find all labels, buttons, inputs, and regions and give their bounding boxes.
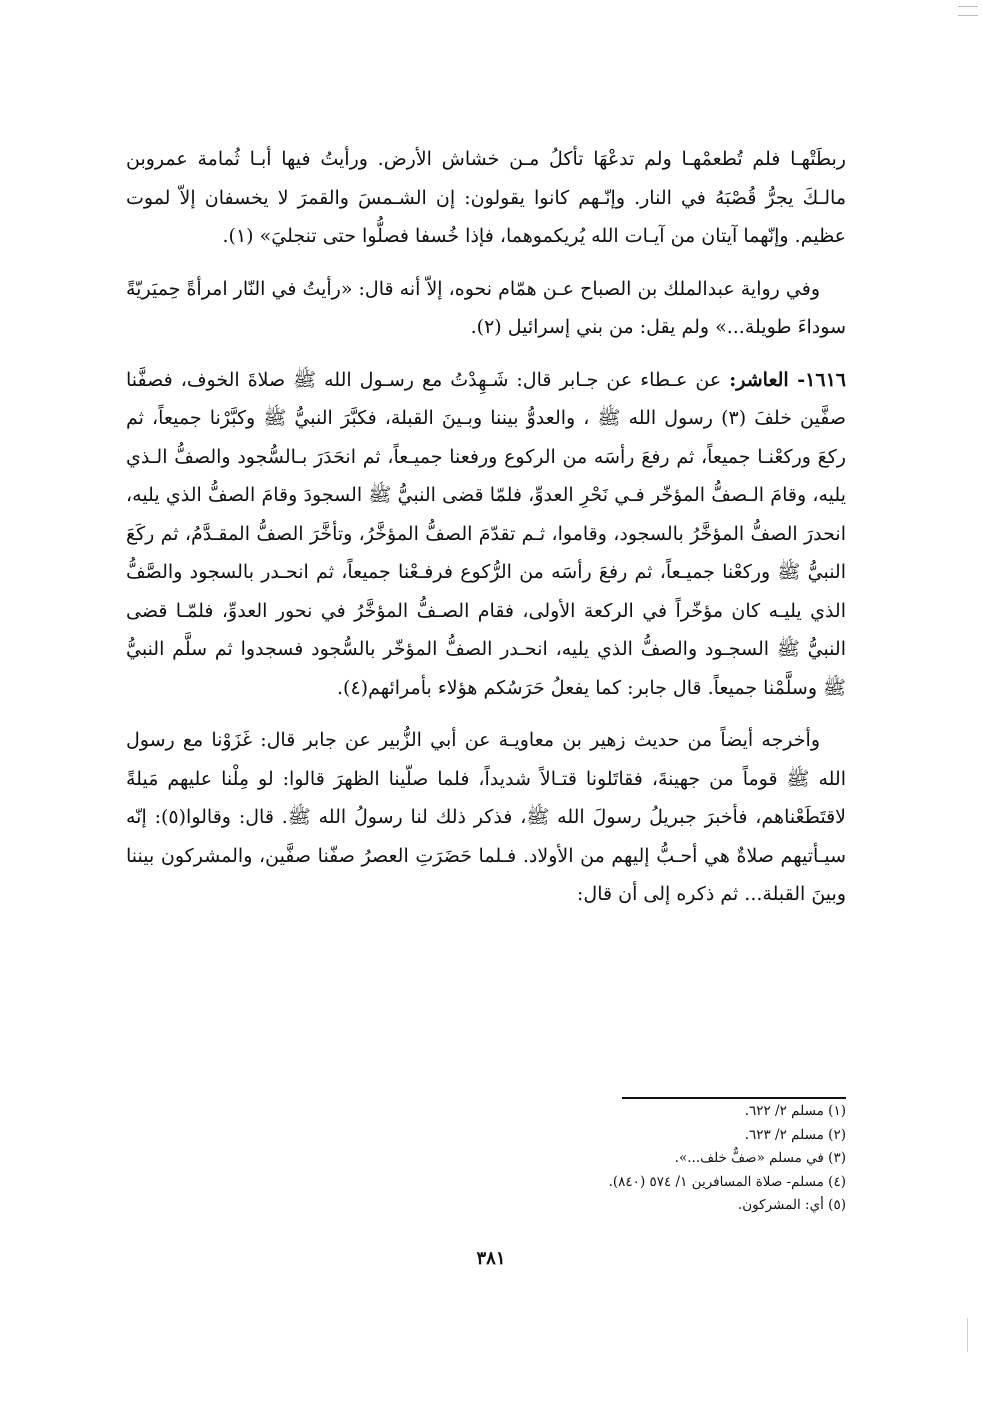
paragraph-2: [126, 270, 846, 347]
footnote-2: (٢) مسلم ٢/ ٦٢٣.: [744, 1126, 846, 1143]
paragraph-1: [126, 140, 846, 256]
footnote-1: (١) مسلم ٢/ ٦٢٢.: [744, 1103, 846, 1119]
footnote-separator: [622, 1097, 846, 1099]
paragraph-3-text: عن عـطاء عن جـابر قال: شَـهِدْتُ مع رسـول الله ﷺ صلاةَ الخوف، فصفَّنا صفَّين خلفَ (٣) رسول الله ﷺ ، والعدوُّ بيننا وبـينَ القبلة، فكبَّرَ النبيُّ ﷺ وكبَّرْنا جميعاً، ثم ركعَ وركعْنـا جميعاً، ثم رفعَ رأسَه من الركوع ورفعنا جميـعاً، ثم انحَدَرَ بـالسُّجود والصفُّ الـذي يليه، وقامَ الـصفُّ المؤخّر فـي نَحْرِ العدوِّ، فلمّا قضى النبيُّ ﷺ السجودَ وقامَ الصفُّ الذي يليه، انحدرَ الصفُّ المؤخَّرُ بالسجود، وقاموا، ثـم تقدّمَ الصفُّ المؤخَّرُ، وتأخَّرَ الصفُّ المقـدَّمُ، ثم ركَعَ النبيُّ ﷺ وركعْنا جميـعاً، ثم رفعَ رأسَه من الرُّكوع فرفـعْنا جميعاً، ثم انحـدر بالسجود والصَّفُّ الذي يليـه كان مؤخّراً في الركعة الأولى، فقام الصـفُّ المؤخَّرُ في نحور العدوِّ، فلمّـا قضى النبيُّ ﷺ السجـود والصفُّ الذي يليه، انحـدر الصفُّ المؤخّر بالسُّجود فسجدوا ثم سلَّم النبيُّ ﷺ وسلَّمْنا جميعاً. قال جابر: كما يفعلُ حَرَسُكم هؤلاء بأمرائهم(٤).: [126, 368, 846, 699]
paragraph-2-text: وفي رواية عبدالملك بن الصباح عـن همّام نحوه، إلاّ أنه قال: «رأيتُ في النّار امرأةً حِميَريّةً سوداءَ طويلة...» ولم يقل: من بني إسرائيل (٢).: [126, 277, 846, 338]
page-number: ٣٨١: [476, 1248, 506, 1269]
paragraph-4: [126, 721, 846, 914]
scan-corner-mark: [958, 6, 978, 16]
footnote-5: (٥) أي: المشركون.: [737, 1197, 846, 1213]
main-text: [126, 140, 846, 928]
scan-edge-mark: [967, 1318, 968, 1352]
footnotes-list: [300, 1100, 846, 1218]
paragraph-3: [126, 361, 846, 708]
paragraph-1-text: ربطَتْهـا فلم تُطعمْهـا ولم تدعْهَا تأكلُ مـن خشاش الأرض. ورأيتُ فيها أبـا ثُمامة عمروبن مالـكَ يجرُّ قُصْبَهُ في النار. وإنّـهم كانوا يقولون: إن الشـمسَ والقمرَ لا يخسفان إلاّ لموت عظيم. وإنّهما آيتان من آيـات الله يُريكموهما، فإذا خُسفا فصلُّوا حتى تنجليَ» (١).: [126, 148, 846, 247]
footnote-4: (٤) مسلم- صلاة المسافرين ١/ ٥٧٤ (٨٤٠).: [608, 1173, 846, 1190]
paragraph-4-text: وأخرجه أيضاً من حديث زهير بن معاويـة عن أبي الزُّبير عن جابر قال: غَزَوْنا مع رسول الله ﷺ قوماً من جهينةَ، فقاتَلونا قتـالاً شديداً، فلما صلّينا الظهرَ قالوا: لو مِلْنا عليهم مَيلةً لاقتَطَعْناهم، فأخبرَ جبريلُ رسولَ الله ﷺ، فذكر ذلك لنا رسولُ الله ﷺ. قال: وقالوا(٥): إنّه سيـأتيهم صلاةٌ هي أحـبُّ إليهم من الأولاد. فـلما حَضَرَتِ العصرُ صفّنا صفَّين، والمشركون بيننا وبينَ القبلة... ثم ذكره إلى أن قال:: [126, 729, 847, 905]
hadith-number-heading: ١٦١٦- العاشر:: [729, 368, 846, 391]
footnote-3: (٣) في مسلم «صفٌّ خلف...».: [674, 1150, 846, 1166]
